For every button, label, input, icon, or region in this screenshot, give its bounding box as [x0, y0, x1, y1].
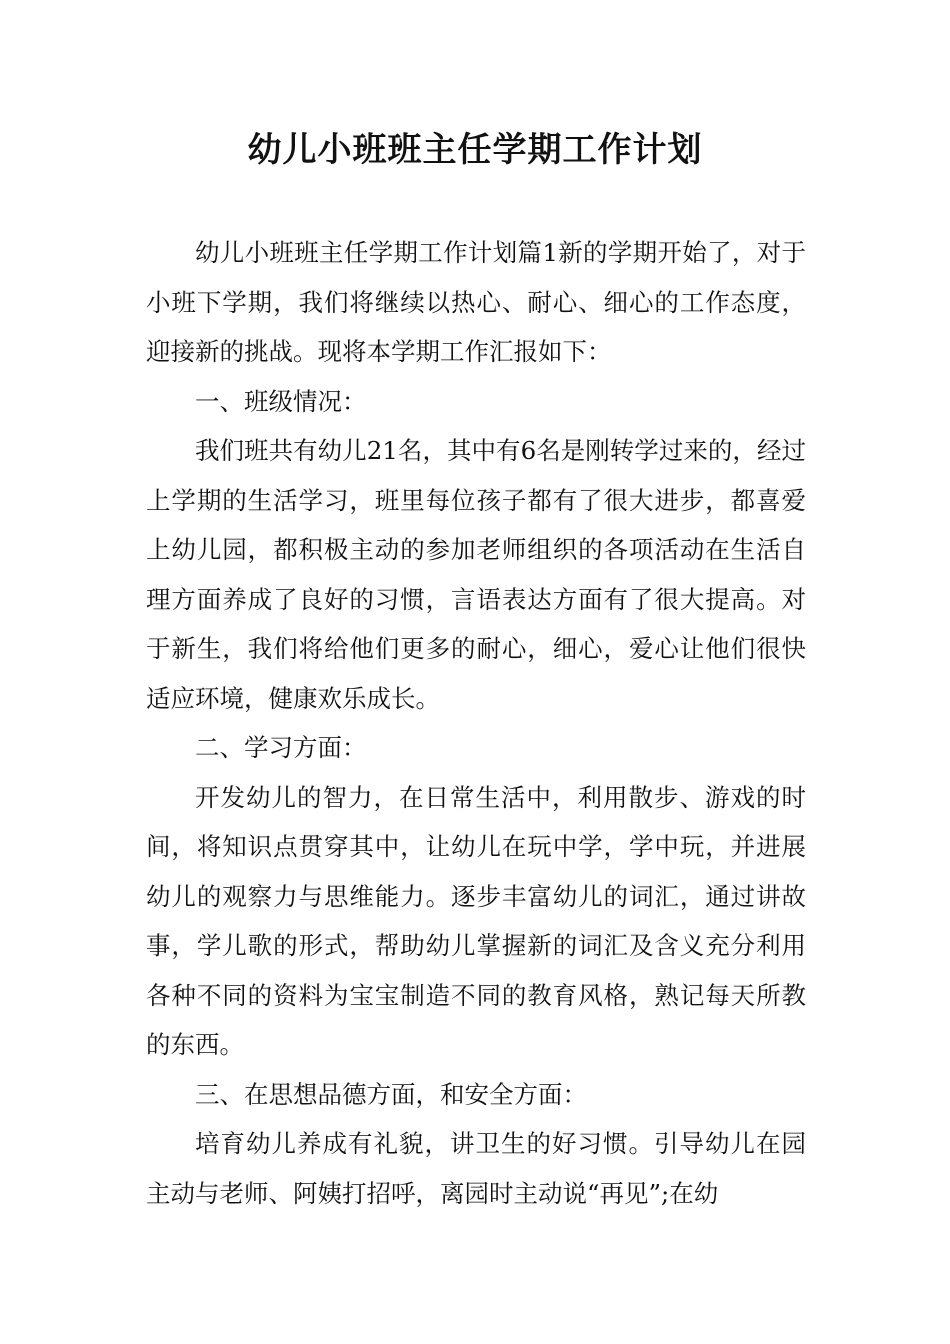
paragraph-intro: 幼儿小班班主任学期工作计划篇1新的学期开始了，对于小班下学期，我们将继续以热心、耐心、细心的工作态度，迎接新的挑战。现将本学期工作汇报如下： [146, 238, 806, 366]
paragraph-morality-safety: 培育幼儿养成有礼貌，讲卫生的好习惯。引导幼儿在园主动与老师、阿姨打招呼，离园时主动说“再见”;在幼 [146, 1129, 806, 1208]
section-heading-class-situation: 一、班级情况： [195, 386, 367, 416]
paragraph-class-situation: 我们班共有幼儿21名，其中有6名是刚转学过来的，经过上学期的生活学习，班里每位孩子都有了很大进步，都喜爱上幼儿园，都积极主动的参加老师组织的各项活动在生活自理方面养成了良好的习惯，言语表达方面有了很大提高。对于新生，我们将给他们更多的耐心，细心，爱心让他们很快适应环境，健康欢乐成长。 [146, 436, 806, 713]
section-heading-morality-safety: 三、在思想品德方面，和安全方面： [195, 1079, 587, 1109]
paragraph-learning: 开发幼儿的智力，在日常生活中，利用散步、游戏的时间，将知识点贯穿其中，让幼儿在玩中学，学中玩，并进展幼儿的观察力与思维能力。逐步丰富幼儿的词汇，通过讲故事，学儿歌的形式，帮助幼儿掌握新的词汇及含义充分利用各种不同的资料为宝宝制造不同的教育风格，熟记每天所教的东西。 [146, 782, 806, 1059]
document-title: 幼儿小班班主任学期工作计划 [247, 130, 703, 170]
section-heading-learning: 二、学习方面： [195, 733, 367, 762]
document-body [146, 228, 806, 1218]
